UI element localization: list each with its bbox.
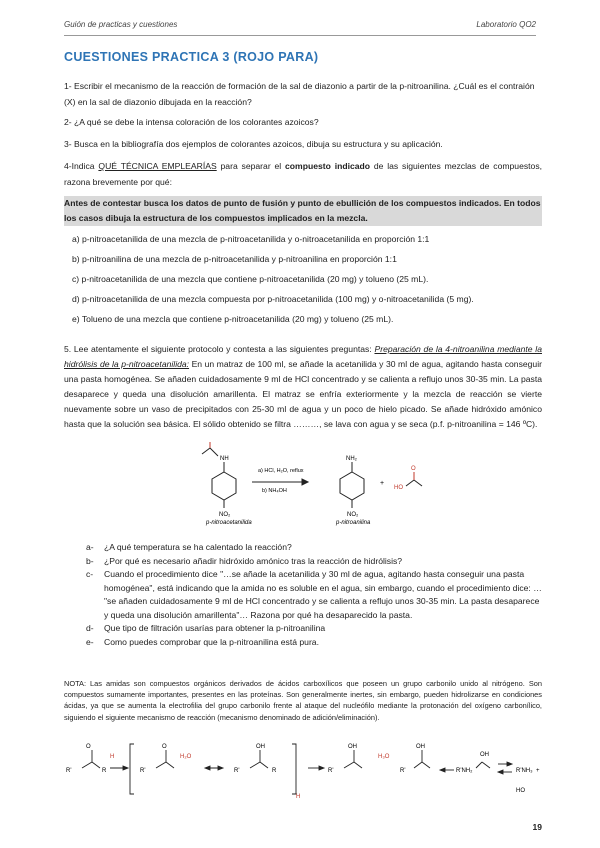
benzene-ring-right <box>340 472 364 500</box>
page-number: 19 <box>532 822 542 832</box>
sub-question-e <box>86 636 542 650</box>
sub-c-text: Cuando el procedimiento dice "…se añade la acetanilida y 30 ml de agua, agitando hasta conseguir una pasta homogénea", está indicando que la amida no es soluble en el agua, sin embargo, cuando el procedimiento dice: … "se añaden cuidadosamente 9 ml de HCl concentrado y se calienta a reflujo unos 30-35 min. La pasta desaparece y queda una disolución amarillenta"… Razona por qué ha desaparecido la pasta. <box>104 569 542 620</box>
mech-h2o-1: H₂O <box>180 754 192 760</box>
mech-r-3: R <box>272 768 277 774</box>
q4-pre: 4-Indica <box>64 161 99 171</box>
mech-r1-2: R' <box>140 768 146 774</box>
sub-questions <box>86 541 542 649</box>
question-3: 3- Busca en la bibliografía dos ejemplos de colorantes azoicos, dibuja su estructura y su aplicación. <box>64 139 443 149</box>
mech-oh-1: OH <box>256 744 265 750</box>
reactant-name: p-nitroacetanilida <box>206 520 252 526</box>
ho-label: HO <box>394 485 403 491</box>
q4-note-box: Antes de contestar busca los datos de punto de fusión y punto de ebullición de los compuestos indicados. En todos los casos dibuja la estructura de los compuestos implicados en la mezcla. <box>64 196 542 226</box>
mech-o-2: O <box>162 744 167 750</box>
o-label: O <box>411 466 416 472</box>
mech-oh-4: OH <box>480 752 489 758</box>
hydrolysis-scheme <box>190 440 450 530</box>
header-rule <box>64 35 536 36</box>
option-e: e) Tolueno de una mezcla que contiene p-nitroacetanilida (20 mg) y tolueno (25 mL). <box>72 314 394 324</box>
sub-b-text: ¿Por qué es necesario añadir hidróxido amónico tras la reacción de hidrólisis? <box>104 555 403 566</box>
sub-a-label: a- <box>86 542 94 552</box>
mechanism-diagram <box>60 732 550 804</box>
benzene-ring-left <box>212 472 236 500</box>
plus-sign: + <box>380 480 385 487</box>
sub-question-d <box>86 622 542 636</box>
mech-r1-5: R' <box>400 768 406 774</box>
option-b: b) p-nitroanilina de una mezcla de p-nitroacetanilida y p-nitroanilina en proporción 1:1 <box>72 254 397 264</box>
mech-oh-2: OH <box>348 744 357 750</box>
nh2-label: NH₂ <box>346 456 357 462</box>
q4-mid: para separar el <box>216 161 286 171</box>
condition-a: a) HCl, H₂O, reflux <box>258 468 304 474</box>
sub-e-text: Como puedes comprobar que la p-nitroanilina está pura. <box>104 636 319 647</box>
sub-e-label: e- <box>86 636 94 647</box>
running-header-right: Laboratorio QO2 <box>476 20 536 29</box>
mech-r-1: R <box>102 768 107 774</box>
note-paragraph: NOTA: Las amidas son compuestos orgánicos derivados de ácidos carboxílicos que poseen un grupo carbonilo unido al nitrógeno. Son compuestos sumamente importantes, presentes en las proteínas. Son generalmente inertes, sin embargo, pueden hidrolizarse en condiciones ácidas, ya que se aumenta la electrofilia del grupo carbonilo frente al ataque del nucleófilo mediante la protonación del oxígeno carbonílico, siguiendo el siguiente mecanismo de reacción (mecanismo denominado de adición/eliminación). <box>64 679 542 722</box>
product-name: p-nitroanilina <box>336 520 371 526</box>
mech-rnh2: R'NH₂ <box>456 768 473 774</box>
sub-a-text: ¿A qué temperatura se ha calentado la reacción? <box>104 542 292 552</box>
sub-question-c <box>86 568 542 622</box>
page-title: CUESTIONES PRACTICA 3 (ROJO PARA) <box>64 50 319 64</box>
question-1: 1- Escribir el mecanismo de la reacción de formación de la sal de diazonio a partir de la p-nitroanilina. ¿Cuál es el contraión (X) en la sal de diazonio dibujada en la reacción? <box>64 81 535 107</box>
nh-label: NH <box>220 456 229 462</box>
sub-question-a <box>86 541 542 555</box>
option-a: a) p-nitroacetanilida de una mezcla de p-nitroacetanilida y o-nitroacetanilida en proporción 1:1 <box>72 234 430 244</box>
mech-rnh3: R'NH₃ <box>516 768 533 774</box>
mech-o-1: O <box>86 744 91 750</box>
q5-procedure-body: En un matraz de 100 ml, se añade la acetanilida y 30 ml de agua, agitando hasta conseguir una pasta homogénea. Se añaden cuidadosamente 9 ml de HCl concentrado y se calienta a reflujo unos 30-35 min. La pasta desaparece y queda una disolución amarillenta. El matraz se enfría exteriormente y la mezcla de reacción se vierte nuevamente sobre un vaso de precipitados con 25-30 ml de agua y un poco de hielo picado. Se añade hidróxido amónico hasta que la solución sea básica. El sólido obtenido se filtra ………, se lava con agua y se seca (p.f. p-nitroanilina = 146 ºC). <box>64 359 542 429</box>
question-4 <box>64 158 542 190</box>
question-2: 2- ¿A qué se debe la intensa coloración de los colorantes azoicos? <box>64 117 319 127</box>
mech-h3o: H₃O <box>378 754 390 760</box>
mech-h-1: H <box>296 794 301 800</box>
sub-d-label: d- <box>86 623 94 633</box>
sub-c-label: c- <box>86 569 94 579</box>
q4-post: de las siguientes mezclas de compuestos, razona brevemente por qué: <box>64 161 543 187</box>
sub-question-b <box>86 555 542 569</box>
condition-b: b) NH₄OH <box>262 488 287 494</box>
q4-bold: compuesto indicado <box>285 161 371 171</box>
mech-r1-4: R' <box>328 768 334 774</box>
mech-h-plus: H <box>110 754 115 760</box>
q5-pre: 5. Lee atentamente el siguiente protocolo y contesta a las siguientes preguntas: <box>64 344 375 354</box>
mech-ho: HO <box>516 788 525 794</box>
sub-d-text: Que tipo de filtración usarías para obtener la p-nitroanilina <box>104 623 326 633</box>
mech-r1-3: R' <box>234 768 240 774</box>
sub-b-label: b- <box>86 555 94 566</box>
q4-underlined: QUÉ TÉCNICA EMPLEARÍAS <box>98 161 217 171</box>
q5-procedure-title: Preparación de la 4-nitroanilina mediante la hidrólisis de la p-nitroacetanilida: <box>64 344 542 369</box>
option-c: c) p-nitroacetanilida de una mezcla que contiene p-nitroacetanilida (20 mg) y tolueno (25 mL). <box>72 274 429 284</box>
mech-r1-1: R' <box>66 768 72 774</box>
mech-oh-3: OH <box>416 744 425 750</box>
no2-label-right: NO₂ <box>347 512 359 518</box>
running-header-left: Guión de practicas y cuestiones <box>64 20 178 29</box>
no2-label-left: NO₂ <box>219 512 231 518</box>
option-d: d) p-nitroacetanilida de una mezcla compuesta por p-nitroacetanilida (100 mg) y o-nitroacetanilida (5 mg). <box>72 294 474 304</box>
question-5 <box>64 342 542 432</box>
mech-plus: + <box>536 768 540 774</box>
